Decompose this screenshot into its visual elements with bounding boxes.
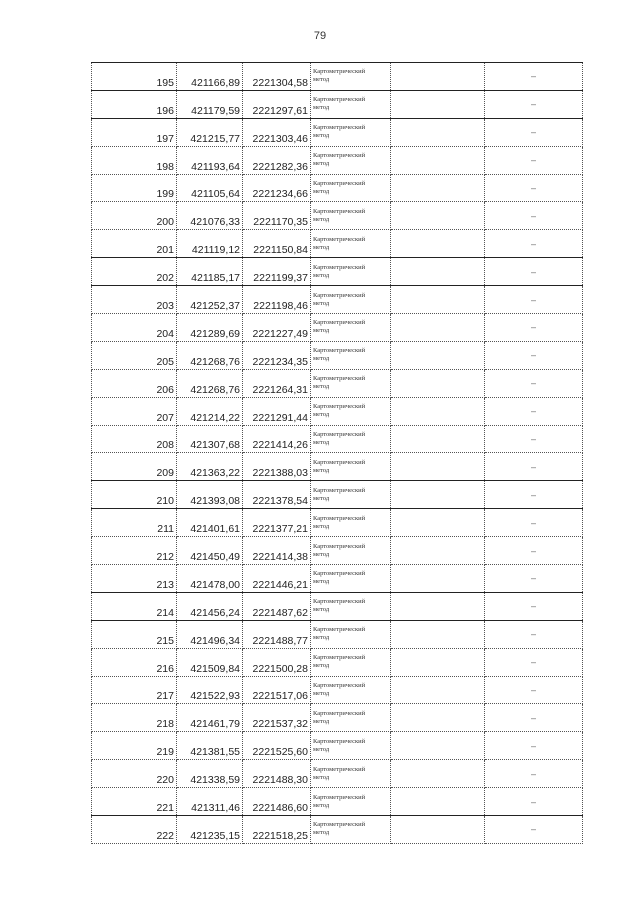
method-label: Картометрический xyxy=(313,765,366,773)
method-label-line2: метод xyxy=(313,243,330,251)
table-row xyxy=(92,788,583,816)
table-row xyxy=(92,732,583,760)
empty-cell xyxy=(391,620,485,648)
method-cell xyxy=(311,202,391,230)
coordinate-x: 421215,77 xyxy=(177,118,243,146)
dash-cell: – xyxy=(485,481,583,509)
empty-cell xyxy=(391,481,485,509)
table-row xyxy=(92,174,583,202)
empty-cell xyxy=(391,230,485,258)
method-label-line2: метод xyxy=(313,271,330,279)
empty-cell xyxy=(391,258,485,286)
method-label: Картометрический xyxy=(313,291,366,299)
coordinate-x: 421456,24 xyxy=(177,592,243,620)
method-label-line2: метод xyxy=(313,773,330,781)
method-cell xyxy=(311,648,391,676)
method-label-line2: метод xyxy=(313,466,330,474)
method-label: Картометрический xyxy=(313,207,366,215)
dash-cell: – xyxy=(485,565,583,593)
empty-cell xyxy=(391,816,485,844)
dash-cell: – xyxy=(485,509,583,537)
method-label-line2: метод xyxy=(313,634,330,642)
method-cell xyxy=(311,146,391,174)
coordinate-y: 2221517,06 xyxy=(243,676,311,704)
dash-cell: – xyxy=(485,676,583,704)
table-row xyxy=(92,230,583,258)
empty-cell xyxy=(391,63,485,91)
method-label: Картометрический xyxy=(313,180,366,187)
dash-cell: – xyxy=(485,425,583,453)
coordinate-x: 421179,59 xyxy=(177,90,243,118)
table-row xyxy=(92,397,583,425)
method-cell xyxy=(311,565,391,593)
coordinate-x: 421166,89 xyxy=(177,63,243,91)
point-number: 211 xyxy=(92,509,177,537)
empty-cell xyxy=(391,648,485,676)
table-row xyxy=(92,620,583,648)
point-number: 218 xyxy=(92,704,177,732)
empty-cell xyxy=(391,676,485,704)
coordinate-y: 2221297,61 xyxy=(243,90,311,118)
coordinate-x: 421401,61 xyxy=(177,509,243,537)
dash-cell: – xyxy=(485,369,583,397)
method-label: Картометрический xyxy=(313,319,366,327)
dash-cell: – xyxy=(485,704,583,732)
page-number: 79 xyxy=(313,30,327,42)
coordinate-y: 2221486,60 xyxy=(243,788,311,816)
method-cell xyxy=(311,537,391,565)
table-row xyxy=(92,146,583,174)
empty-cell xyxy=(391,286,485,314)
method-label: Картометрический xyxy=(313,709,366,717)
table-row xyxy=(92,565,583,593)
dash-cell: – xyxy=(485,286,583,314)
coordinate-y: 2221304,58 xyxy=(243,63,311,91)
dash-cell: – xyxy=(485,202,583,230)
method-label: Картометрический xyxy=(313,654,366,662)
method-cell xyxy=(311,676,391,704)
table-row xyxy=(92,258,583,286)
coordinate-x: 421338,59 xyxy=(177,760,243,788)
table-row xyxy=(92,648,583,676)
empty-cell xyxy=(391,732,485,760)
method-label-line2: метод xyxy=(313,76,330,84)
point-number: 210 xyxy=(92,481,177,509)
table-row xyxy=(92,202,583,230)
method-label-line2: метод xyxy=(313,355,330,363)
method-label-line2: метод xyxy=(313,188,330,195)
method-label-line2: метод xyxy=(313,745,330,753)
method-label: Картометрический xyxy=(313,514,366,522)
method-label-line2: метод xyxy=(313,439,330,447)
coordinate-y: 2221291,44 xyxy=(243,397,311,425)
empty-cell xyxy=(391,425,485,453)
coordinate-x: 421311,46 xyxy=(177,788,243,816)
method-label-line2: метод xyxy=(313,132,330,140)
method-label: Картометрический xyxy=(313,431,366,439)
coordinate-x: 421496,34 xyxy=(177,620,243,648)
method-cell xyxy=(311,760,391,788)
method-label-line2: метод xyxy=(313,662,330,670)
coordinate-y: 2221388,03 xyxy=(243,453,311,481)
point-number: 206 xyxy=(92,369,177,397)
point-number: 215 xyxy=(92,620,177,648)
coordinate-y: 2221227,49 xyxy=(243,314,311,342)
coordinate-y: 2221488,77 xyxy=(243,620,311,648)
method-cell xyxy=(311,453,391,481)
coordinate-y: 2221234,35 xyxy=(243,341,311,369)
table-row xyxy=(92,592,583,620)
table-row xyxy=(92,425,583,453)
dash-cell: – xyxy=(485,732,583,760)
point-number: 205 xyxy=(92,341,177,369)
coordinate-x: 421268,76 xyxy=(177,341,243,369)
point-number: 212 xyxy=(92,537,177,565)
method-label-line2: метод xyxy=(313,550,330,558)
dash-cell: – xyxy=(485,314,583,342)
method-label: Картометрический xyxy=(313,235,366,243)
coordinate-x: 421185,17 xyxy=(177,258,243,286)
coordinate-y: 2221525,60 xyxy=(243,732,311,760)
method-label-line2: метод xyxy=(313,215,330,223)
coordinate-y: 2221487,62 xyxy=(243,592,311,620)
empty-cell xyxy=(391,90,485,118)
coordinate-y: 2221414,38 xyxy=(243,537,311,565)
method-label-line2: метод xyxy=(313,160,330,168)
dash-cell: – xyxy=(485,537,583,565)
table-row xyxy=(92,341,583,369)
method-label: Картометрический xyxy=(313,124,366,132)
empty-cell xyxy=(391,314,485,342)
method-label: Картометрический xyxy=(313,682,366,690)
dash-cell: – xyxy=(485,620,583,648)
method-label: Картометрический xyxy=(313,68,366,76)
table-row xyxy=(92,286,583,314)
method-label-line2: метод xyxy=(313,717,330,725)
method-label: Картометрический xyxy=(313,793,366,801)
point-number: 200 xyxy=(92,202,177,230)
point-number: 202 xyxy=(92,258,177,286)
empty-cell xyxy=(391,537,485,565)
empty-cell xyxy=(391,760,485,788)
point-number: 204 xyxy=(92,314,177,342)
coordinate-y: 2221446,21 xyxy=(243,565,311,593)
empty-cell xyxy=(391,704,485,732)
table-row xyxy=(92,63,583,91)
table-row xyxy=(92,509,583,537)
method-label-line2: метод xyxy=(313,606,330,614)
dash-cell: – xyxy=(485,788,583,816)
method-cell xyxy=(311,258,391,286)
coordinate-x: 421461,79 xyxy=(177,704,243,732)
method-label: Картометрический xyxy=(313,403,366,411)
empty-cell xyxy=(391,202,485,230)
method-label-line2: метод xyxy=(313,299,330,307)
method-label: Картометрический xyxy=(313,737,366,745)
point-number: 201 xyxy=(92,230,177,258)
method-cell xyxy=(311,174,391,202)
method-label-line2: метод xyxy=(313,383,330,391)
table-row xyxy=(92,704,583,732)
coordinate-y: 2221199,37 xyxy=(243,258,311,286)
empty-cell xyxy=(391,453,485,481)
method-label: Картометрический xyxy=(313,347,366,355)
coordinate-x: 421478,00 xyxy=(177,565,243,593)
point-number: 196 xyxy=(92,90,177,118)
coordinate-x: 421509,84 xyxy=(177,648,243,676)
table-row xyxy=(92,90,583,118)
point-number: 216 xyxy=(92,648,177,676)
dash-cell: – xyxy=(485,63,583,91)
method-cell xyxy=(311,230,391,258)
method-label: Картометрический xyxy=(313,542,366,550)
table-row xyxy=(92,369,583,397)
method-cell xyxy=(311,481,391,509)
method-cell xyxy=(311,314,391,342)
method-cell xyxy=(311,732,391,760)
empty-cell xyxy=(391,118,485,146)
coordinate-y: 2221518,25 xyxy=(243,816,311,844)
coordinate-y: 2221414,26 xyxy=(243,425,311,453)
dash-cell: – xyxy=(485,258,583,286)
method-label: Картометрический xyxy=(313,458,366,466)
coordinate-x: 421119,12 xyxy=(177,230,243,258)
empty-cell xyxy=(391,509,485,537)
point-number: 221 xyxy=(92,788,177,816)
dash-cell: – xyxy=(485,760,583,788)
method-label-line2: метод xyxy=(313,801,330,809)
method-label: Картометрический xyxy=(313,598,366,606)
empty-cell xyxy=(391,592,485,620)
point-number: 199 xyxy=(92,174,177,202)
dash-cell: – xyxy=(485,592,583,620)
method-cell xyxy=(311,788,391,816)
point-number: 198 xyxy=(92,146,177,174)
empty-cell xyxy=(391,146,485,174)
empty-cell xyxy=(391,788,485,816)
point-number: 214 xyxy=(92,592,177,620)
method-cell xyxy=(311,704,391,732)
table-row xyxy=(92,314,583,342)
coordinate-y: 2221170,35 xyxy=(243,202,311,230)
method-cell xyxy=(311,341,391,369)
empty-cell xyxy=(391,174,485,202)
coordinate-y: 2221282,36 xyxy=(243,146,311,174)
point-number: 222 xyxy=(92,816,177,844)
coordinate-x: 421393,08 xyxy=(177,481,243,509)
method-label: Картометрический xyxy=(313,375,366,383)
empty-cell xyxy=(391,341,485,369)
coordinate-y: 2221303,46 xyxy=(243,118,311,146)
coordinate-x: 421235,15 xyxy=(177,816,243,844)
method-label-line2: метод xyxy=(313,104,330,112)
coordinate-x: 421193,64 xyxy=(177,146,243,174)
method-cell xyxy=(311,592,391,620)
table-row xyxy=(92,453,583,481)
coordinate-y: 2221198,46 xyxy=(243,286,311,314)
empty-cell xyxy=(391,369,485,397)
method-label: Картометрический xyxy=(313,626,366,634)
table-row xyxy=(92,760,583,788)
point-number: 217 xyxy=(92,676,177,704)
method-cell xyxy=(311,620,391,648)
coordinate-y: 2221377,21 xyxy=(243,509,311,537)
coordinate-x: 421105,64 xyxy=(177,174,243,202)
method-label: Картометрический xyxy=(313,96,366,104)
coordinate-x: 421214,22 xyxy=(177,397,243,425)
coordinate-y: 2221500,28 xyxy=(243,648,311,676)
method-label: Картометрический xyxy=(313,570,366,578)
method-label: Картометрический xyxy=(313,152,366,160)
method-cell xyxy=(311,286,391,314)
method-cell xyxy=(311,425,391,453)
coordinate-y: 2221150,84 xyxy=(243,230,311,258)
table-row xyxy=(92,118,583,146)
method-cell xyxy=(311,397,391,425)
coordinate-x: 421381,55 xyxy=(177,732,243,760)
dash-cell: – xyxy=(485,816,583,844)
coordinate-x: 421363,22 xyxy=(177,453,243,481)
method-label-line2: метод xyxy=(313,829,330,837)
method-label: Картометрический xyxy=(313,486,366,494)
coordinate-y: 2221378,54 xyxy=(243,481,311,509)
coordinate-x: 421522,93 xyxy=(177,676,243,704)
point-number: 207 xyxy=(92,397,177,425)
dash-cell: – xyxy=(485,453,583,481)
dash-cell: – xyxy=(485,648,583,676)
method-cell xyxy=(311,118,391,146)
coordinate-y: 2221537,32 xyxy=(243,704,311,732)
coordinate-x: 421289,69 xyxy=(177,314,243,342)
point-number: 195 xyxy=(92,63,177,91)
method-label: Картометрический xyxy=(313,821,366,829)
table-body xyxy=(92,63,583,844)
coordinate-y: 2221234,66 xyxy=(243,174,311,202)
coordinates-table xyxy=(91,62,583,844)
method-cell xyxy=(311,90,391,118)
dash-cell: – xyxy=(485,146,583,174)
empty-cell xyxy=(391,565,485,593)
method-label-line2: метод xyxy=(313,522,330,530)
point-number: 219 xyxy=(92,732,177,760)
dash-cell: – xyxy=(485,230,583,258)
dash-cell: – xyxy=(485,118,583,146)
point-number: 220 xyxy=(92,760,177,788)
point-number: 203 xyxy=(92,286,177,314)
table-row xyxy=(92,537,583,565)
coordinate-x: 421307,68 xyxy=(177,425,243,453)
coordinate-x: 421076,33 xyxy=(177,202,243,230)
method-label-line2: метод xyxy=(313,494,330,502)
coordinate-x: 421450,49 xyxy=(177,537,243,565)
dash-cell: – xyxy=(485,341,583,369)
method-label-line2: метод xyxy=(313,578,330,586)
coordinate-y: 2221264,31 xyxy=(243,369,311,397)
table-row xyxy=(92,676,583,704)
coordinate-x: 421252,37 xyxy=(177,286,243,314)
method-label: Картометрический xyxy=(313,263,366,271)
point-number: 209 xyxy=(92,453,177,481)
method-cell xyxy=(311,816,391,844)
table-row xyxy=(92,481,583,509)
point-number: 213 xyxy=(92,565,177,593)
method-cell xyxy=(311,509,391,537)
method-label-line2: метод xyxy=(313,690,330,698)
point-number: 208 xyxy=(92,425,177,453)
coordinate-y: 2221488,30 xyxy=(243,760,311,788)
method-cell xyxy=(311,369,391,397)
method-cell xyxy=(311,63,391,91)
dash-cell: – xyxy=(485,90,583,118)
table-row xyxy=(92,816,583,844)
method-label-line2: метод xyxy=(313,327,330,335)
coordinate-x: 421268,76 xyxy=(177,369,243,397)
method-label-line2: метод xyxy=(313,411,330,419)
dash-cell: – xyxy=(485,174,583,202)
point-number: 197 xyxy=(92,118,177,146)
empty-cell xyxy=(391,397,485,425)
dash-cell: – xyxy=(485,397,583,425)
